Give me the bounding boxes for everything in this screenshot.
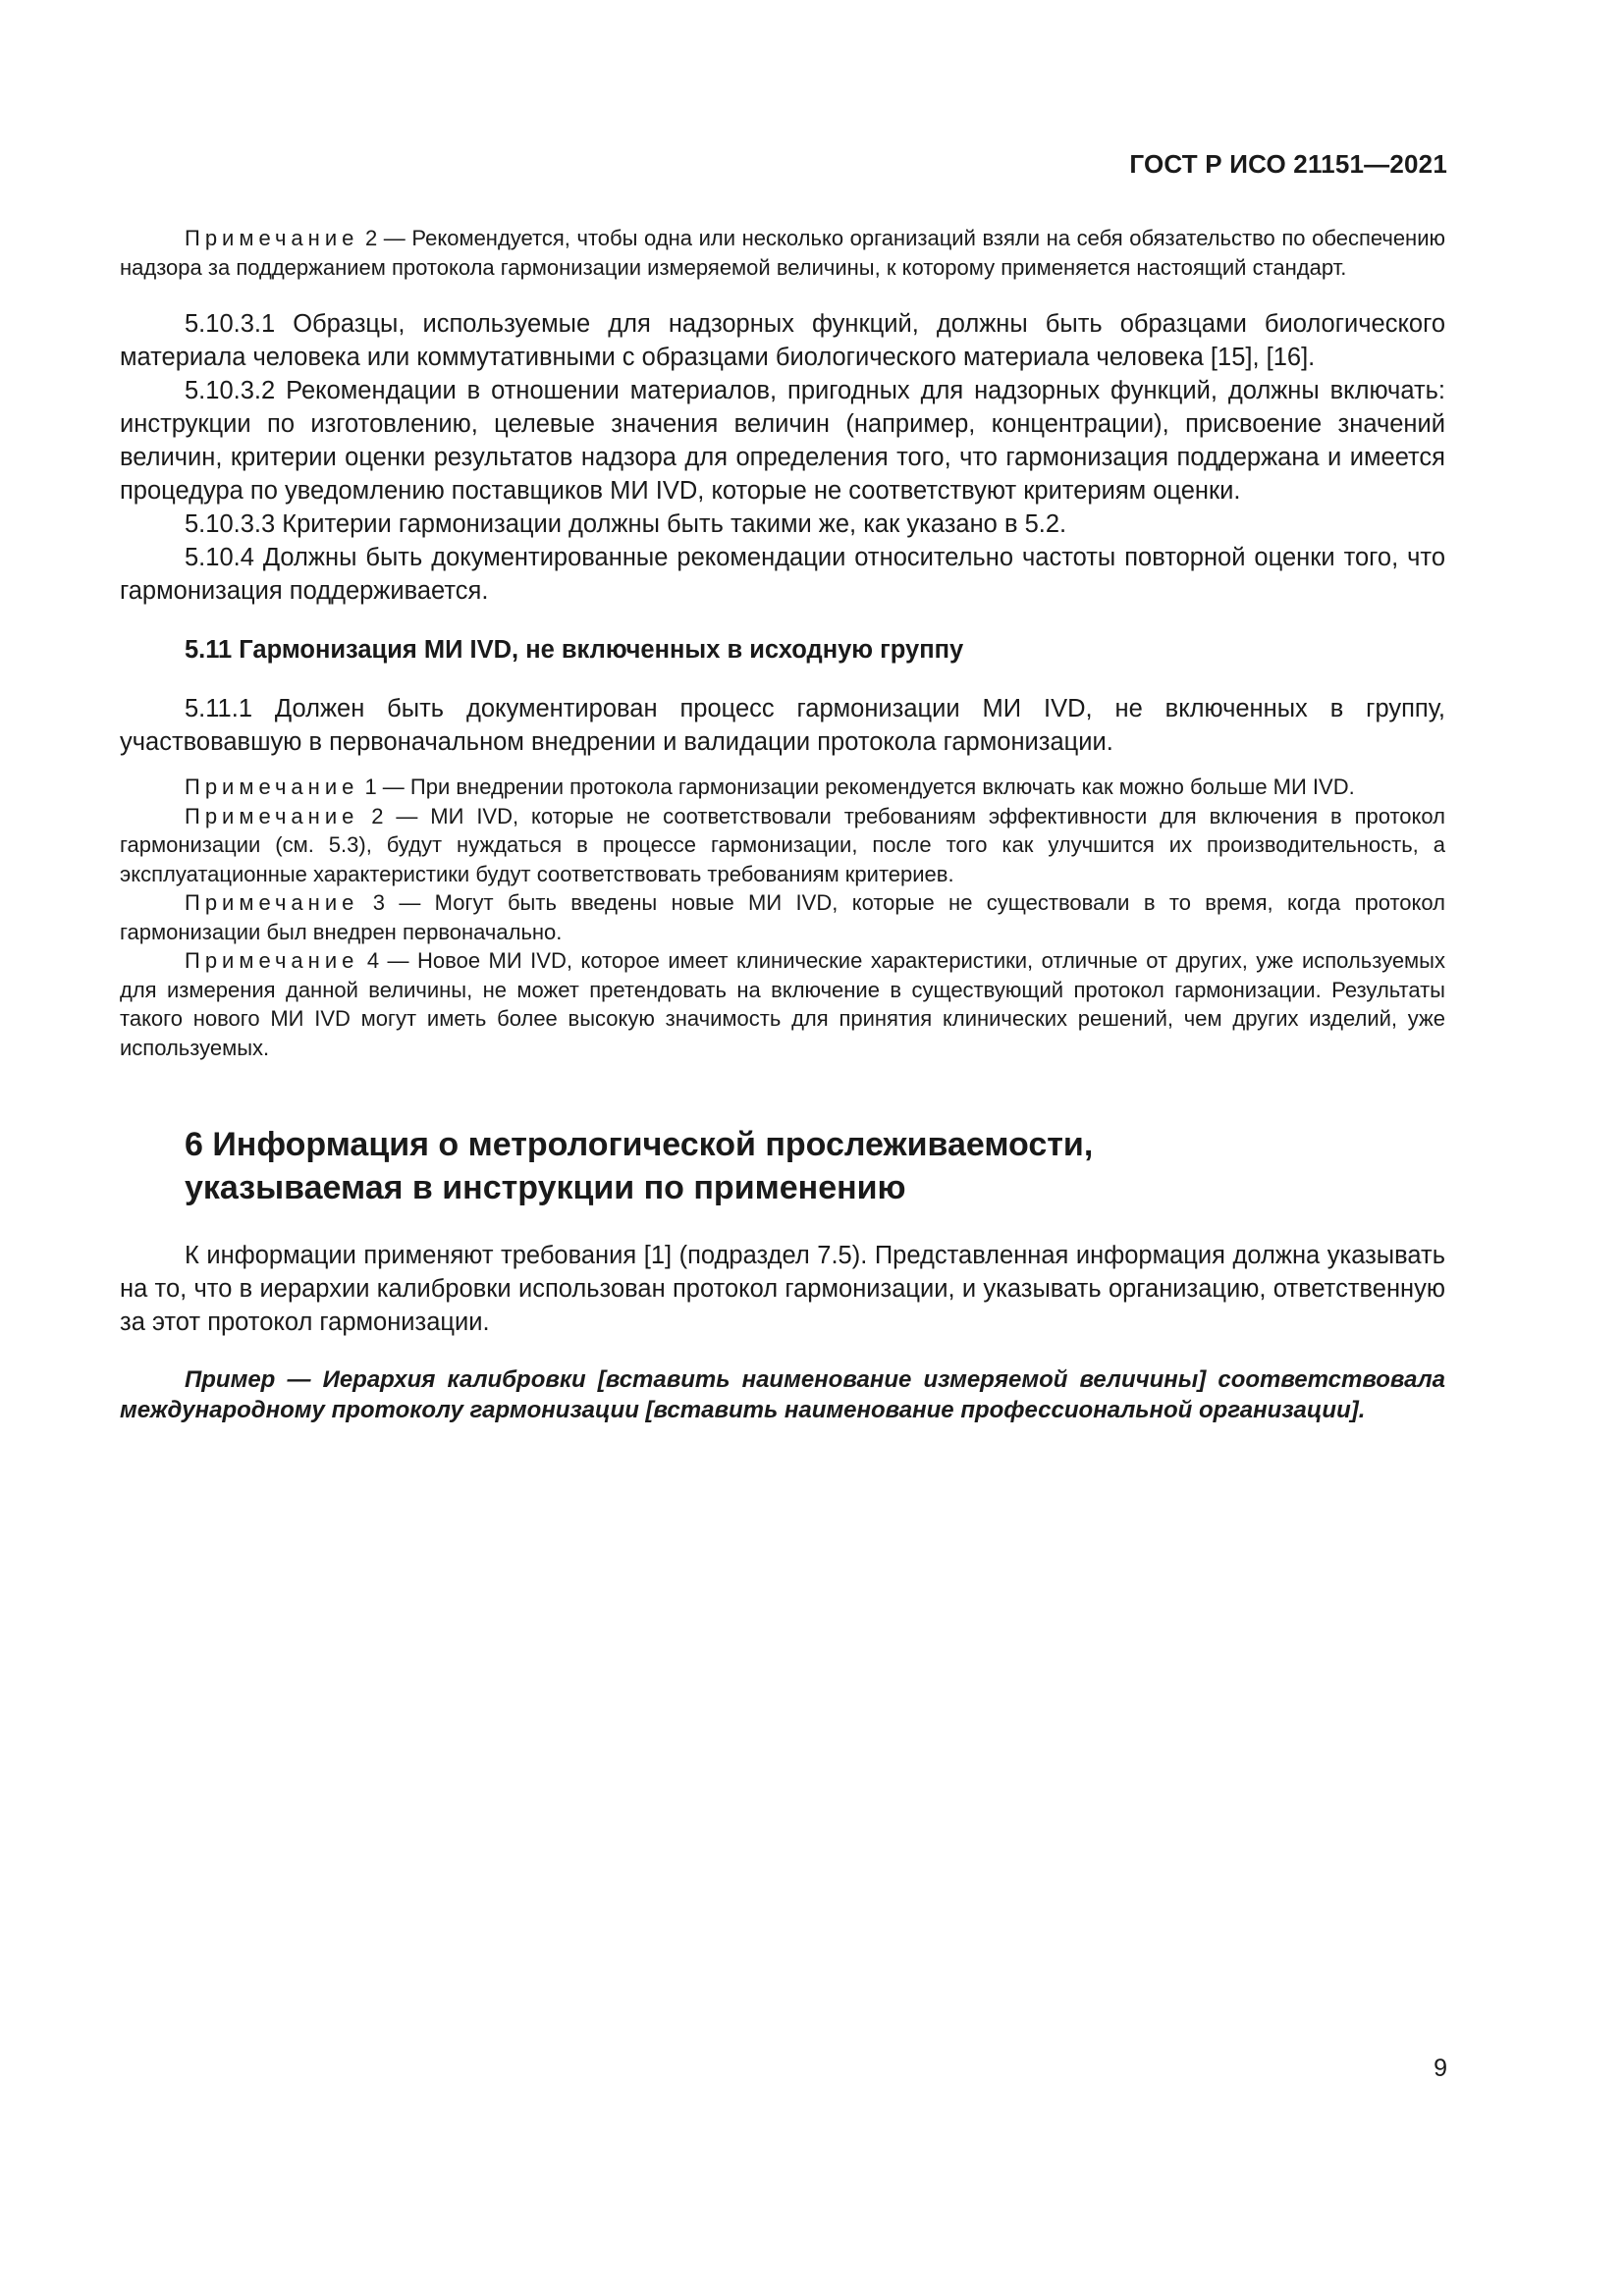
clause-5-10-3-2: 5.10.3.2 Рекомендации в отношении материалов, пригодных для надзорных функций, должны включать: инструкции по изготовлению, целевые значения величин (например, концентрации), присвоение значений величин, критерии оценки результатов надзора для определения того, что гармонизация поддержана и имеется процедура по уведомлению поставщиков МИ IVD, которые не соответствуют критериям оценки. xyxy=(120,377,1445,505)
note-text: 1 — При внедрении протокола гармонизации рекомендуется включать как можно больше МИ IVD. xyxy=(358,774,1355,799)
clause-5-10-3-1: 5.10.3.1 Образцы, используемые для надзорных функций, должны быть образцами биологического материала человека или коммутативными с образцами биологического материала человека [15], [16]. xyxy=(120,310,1445,371)
note-label: Примечание xyxy=(185,226,359,250)
note-label: Примечание xyxy=(185,948,359,973)
section-heading-6: 6 Информация о метрологической прослеживаемости, указываемая в инструкции по применению xyxy=(185,1126,1094,1206)
note-text: 4 — Новое МИ IVD, которое имеет клинические характеристики, отличные от других, уже используемых для измерения данной величины, не может претендовать на включение в существующий протокол гармонизации. Результаты такого нового МИ IVD могут иметь более высокую значимость для принятия клинических решений, чем других изделий, уже используемых. xyxy=(120,948,1445,1060)
section-6-paragraph: К информации применяют требования [1] (подраздел 7.5). Представленная информация должна указывать на то, что в иерархии калибровки использован протокол гармонизации, и указывать организацию, ответственную за этот протокол гармонизации. xyxy=(120,1242,1445,1336)
note-text: 2 — МИ IVD, которые не соответствовали требованиям эффективности для включения в протокол гармонизации (см. 5.3), будут нуждаться в процессе гармонизации, после того как улучшится их производительность, а эксплуатационные характеристики будут соответствовать требованиям критериев. xyxy=(120,803,1445,886)
page-number: 9 xyxy=(1434,2055,1447,2082)
note-label: Примечание xyxy=(185,803,359,828)
note-2 xyxy=(120,802,1445,889)
clause-5-11-1: 5.11.1 Должен быть документирован процесс гармонизации МИ IVD, не включенных в группу, участвовавшую в первоначальном внедрении и валидации протокола гармонизации. xyxy=(120,695,1445,756)
note-2-supervision xyxy=(120,224,1445,282)
clause-5-10-4: 5.10.4 Должны быть документированные рекомендации относительно частоты повторной оценки того, что гармонизация поддерживается. xyxy=(120,544,1445,605)
clause-5-10-3-3: 5.10.3.3 Критерии гармонизации должны быть такими же, как указано в 5.2. xyxy=(185,510,1067,538)
section-heading-5-11: 5.11 Гармонизация МИ IVD, не включенных в исходную группу xyxy=(185,636,964,664)
note-4 xyxy=(120,946,1445,1062)
note-3 xyxy=(120,888,1445,946)
note-label: Примечание xyxy=(185,890,359,915)
note-text: 3 — Могут быть введены новые МИ IVD, которые не существовали в то время, когда протокол гармонизации был внедрен первоначально. xyxy=(120,890,1445,944)
example-paragraph: Пример — Иерархия калибровки [вставить наименование измеряемой величины] соответствовала международному протоколу гармонизации [вставить наименование профессиональной организации]. xyxy=(120,1366,1445,1423)
document-header: ГОСТ Р ИСО 21151—2021 xyxy=(1129,149,1447,179)
note-1 xyxy=(120,773,1445,802)
page-content xyxy=(120,224,1445,1425)
note-text: 2 — Рекомендуется, чтобы одна или несколько организаций взяли на себя обязательство по обеспечению надзора за поддержанием протокола гармонизации измеряемой величины, к которому применяется настоящий стандарт. xyxy=(120,226,1445,280)
note-label: Примечание xyxy=(185,774,359,799)
